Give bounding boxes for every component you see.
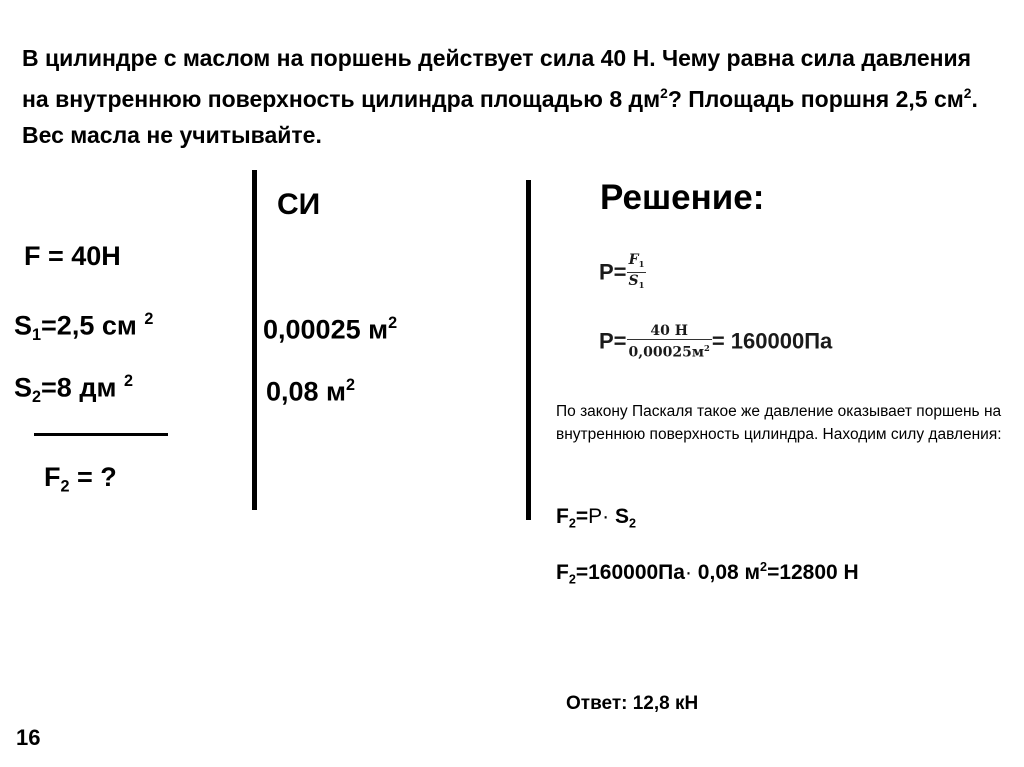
- pascal-law-text: По закону Паскаля такое же давление оказывает поршень на внутреннюю поверхность цилиндра. Находим силу давления:: [556, 403, 1002, 443]
- given-force: F = 40Н: [24, 241, 121, 271]
- problem-statement: [22, 40, 1002, 153]
- pressure-fraction: $\frac{F_1}{S_1}$: [628, 252, 645, 290]
- force-formula: $F_2=P\cdot S_2$: [556, 505, 636, 531]
- answer: Ответ: 12,8 кН: [566, 693, 699, 714]
- problem-text-2: ? Площадь поршня 2,5 см: [667, 85, 964, 112]
- divider-si-solution: [526, 180, 531, 520]
- problem-text-1: В цилиндре с маслом на поршень действует сила 40 Н. Чему равна сила давления на внутреннюю поверхность цилиндра площадью 8 дм: [22, 45, 972, 112]
- find-force-2: $F_2$ = ?: [44, 462, 117, 496]
- problem-text-3: . Вес масла не учитывайте.: [22, 85, 978, 148]
- page-number: 16: [16, 725, 41, 750]
- pressure-formula: P= $\frac{F_1}{S_1}$: [599, 252, 646, 293]
- given-area-1: $S_1=2,5$ см $^2$: [14, 310, 154, 345]
- pressure-calc-fraction: $\frac{40 Н}{0,00025м^2}$: [628, 323, 710, 361]
- given-area-2: $S_2=8$ дм $^2$: [14, 372, 133, 407]
- divider-given-si: [252, 170, 257, 510]
- solution-title: Решение:: [600, 178, 765, 217]
- problem-sup-2: 2: [963, 86, 972, 101]
- si-header: СИ: [277, 188, 321, 221]
- problem-sup-1: 2: [660, 86, 668, 101]
- given-underline: [34, 433, 168, 436]
- si-area-2: 0,08 $м^2$: [266, 376, 356, 407]
- si-area-1: 0,00025 $м^2$: [263, 314, 398, 345]
- force-calculation: $F_2=160000Па\cdot 0,08$ $м^2=12800$ Н: [556, 560, 859, 587]
- pressure-calculation: P= $\frac{40 Н}{0,00025м^2}$ = 160000Па: [599, 323, 833, 361]
